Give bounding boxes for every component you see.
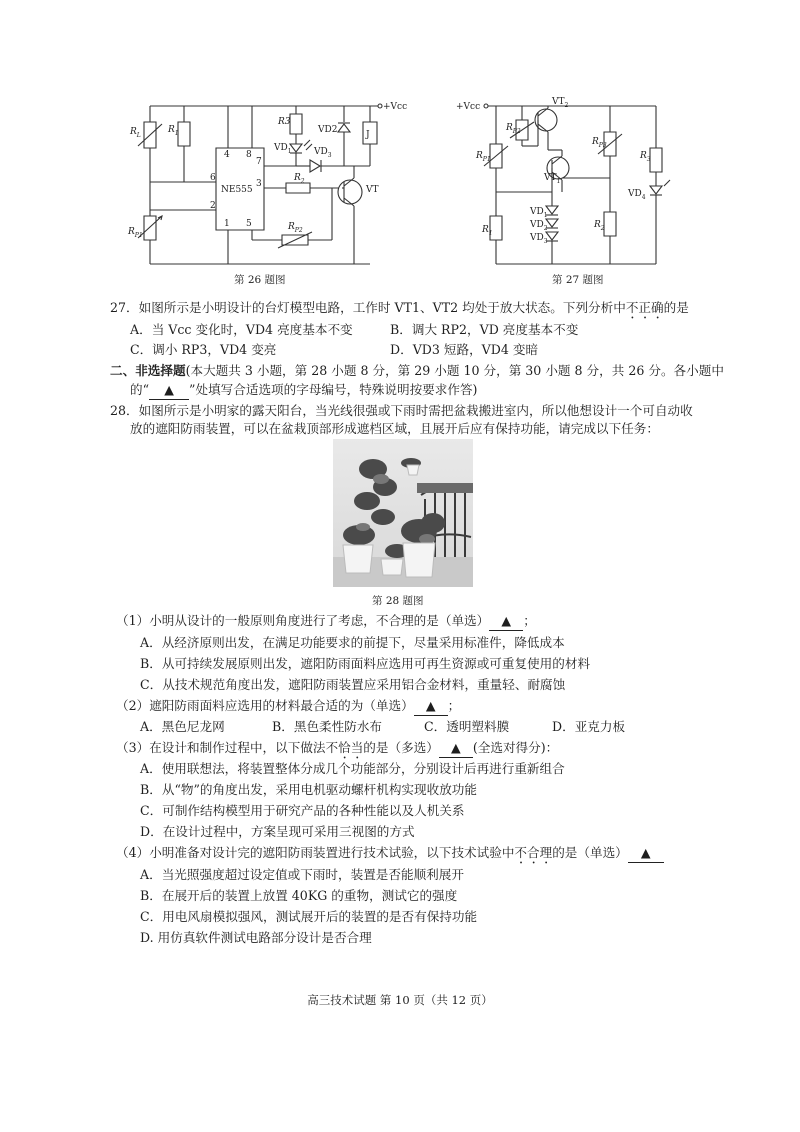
figure-26-caption: 第 26 题图 bbox=[234, 274, 286, 286]
label-rl: $R_L$ bbox=[130, 127, 141, 139]
q28-part3-answer-blank[interactable]: ▲ bbox=[439, 739, 473, 758]
figure-27-caption: 第 27 题图 bbox=[552, 274, 604, 286]
q28-part2-option-d: D．亚克力板 bbox=[552, 719, 626, 734]
q28-part1-option-c: C．从技术规范角度出发，遮阳防雨装置应采用铝合金材料，重量轻、耐腐蚀 bbox=[140, 677, 566, 692]
label-rp1-27: $R_{P1}$ bbox=[476, 151, 491, 163]
q28-part4-option-a: A．当光照强度超过设定值或下雨时，装置是否能顺利展开 bbox=[140, 867, 464, 882]
label-vd4: $VD_4$ bbox=[628, 189, 646, 201]
label-pin2: 2 bbox=[210, 201, 216, 211]
label-rp2-27: $R_{P2}$ bbox=[506, 123, 521, 135]
label-r3: R3 bbox=[278, 117, 291, 127]
q28-part1-stem: （1）小明从设计的一般原则角度进行了考虑，不合理的是（单选） ▲ ； bbox=[116, 612, 536, 631]
label-pin1: 1 bbox=[224, 219, 230, 229]
section-2-header: 二、非选择题(本大题共 3 小题，第 28 小题 8 分，第 29 小题 10 分，第 30 小题 8 分，共 26 分。各小题中 bbox=[110, 363, 724, 378]
label-rp2: $R_{P2}$ bbox=[288, 222, 303, 234]
label-pin6: 6 bbox=[210, 173, 216, 183]
label-r3-27: $R_3$ bbox=[640, 151, 651, 163]
label-vcc-27: +Vcc bbox=[456, 102, 481, 112]
label-r2: $R_2$ bbox=[294, 173, 305, 185]
q27-stem: 27．如图所示是小明设计的台灯模型电路，工作时 VT1、VT2 均处于放大状态。下列分析中不正确的是 bbox=[110, 300, 689, 315]
q28-part3-stem: （3）在设计和制作过程中，以下做法不恰当的是（多选） ▲ (全选对得分)： bbox=[116, 739, 558, 762]
figure-26-circuit bbox=[118, 92, 408, 272]
q28-stem-line1: 28．如图所示是小明家的露天阳台，当光线很强或下雨时需把盆栽搬进室内，所以他想设计一个可自动收 bbox=[110, 403, 693, 418]
label-rp1: $R_{P1}$ bbox=[128, 227, 143, 239]
label-rp3: $R_{P3}$ bbox=[592, 137, 607, 149]
section-2-line2: 的“ ▲ ”处填写合适选项的字母编号，特殊说明按要求作答) bbox=[130, 381, 477, 400]
label-r1: $R_1$ bbox=[168, 125, 179, 137]
q28-part1-answer-blank[interactable]: ▲ bbox=[489, 612, 523, 631]
label-pin4: 4 bbox=[224, 150, 230, 160]
figure-27-circuit bbox=[452, 92, 672, 272]
label-vd1-27: $VD_1$ bbox=[530, 207, 548, 219]
q27-option-b: B．调大 RP2，VD 亮度基本不变 bbox=[390, 322, 579, 337]
q28-part3-option-c: C．可制作结构模型用于研究产品的各种性能以及人机关系 bbox=[140, 803, 465, 818]
balcony-plants-photo bbox=[333, 439, 473, 587]
q27-option-d: D．VD3 短路，VD4 变暗 bbox=[390, 342, 539, 357]
q28-part2-stem: （2）遮阳防雨面料应选用的材料最合适的为（单选） ▲ ； bbox=[116, 697, 460, 716]
q28-part4-stem: （4）小明准备对设计完的遮阳防雨装置进行技术试验，以下技术试验中不合理的是（单选） ▲ bbox=[116, 844, 664, 867]
label-ne555: NE555 bbox=[221, 185, 253, 195]
q28-part2-option-b: B．黑色柔性防水布 bbox=[272, 719, 383, 734]
q28-part4-option-b: B．在展开后的装置上放置 40KG 的重物，测试它的强度 bbox=[140, 888, 458, 903]
label-r1-27: $R_1$ bbox=[482, 225, 493, 237]
q28-part4-option-d: D. 用仿真软件测试电路部分设计是否合理 bbox=[140, 930, 372, 945]
q28-part4-answer-blank[interactable]: ▲ bbox=[628, 844, 664, 863]
q28-part1-option-a: A．从经济原则出发，在满足功能要求的前提下，尽量采用标准件，降低成本 bbox=[140, 635, 565, 650]
label-pin3: 3 bbox=[256, 179, 262, 189]
label-vd3-27: $VD_3$ bbox=[530, 233, 548, 245]
label-j: J bbox=[366, 130, 370, 140]
label-vd2: VD2 bbox=[318, 125, 338, 135]
label-pin8: 8 bbox=[246, 150, 252, 160]
label-pin5: 5 bbox=[246, 219, 252, 229]
label-vd3: $VD_3$ bbox=[314, 147, 332, 159]
q28-part2-option-a: A．黑色尼龙网 bbox=[140, 719, 225, 734]
q27-option-a: A．当 Vcc 变化时，VD4 亮度基本不变 bbox=[130, 322, 353, 337]
q27-option-c: C．调小 RP3，VD4 变亮 bbox=[130, 342, 277, 357]
figure-28-caption: 第 28 题图 bbox=[372, 595, 424, 607]
q28-part4-option-c: C．用电风扇模拟强风，测试展开后的装置的是否有保持功能 bbox=[140, 909, 478, 924]
page-footer: 高三技术试题 第 10 页（共 12 页） bbox=[307, 993, 493, 1007]
label-vd1: $VD_1$ bbox=[274, 143, 292, 155]
q28-part1-option-b: B．从可持续发展原则出发，遮阳防雨面料应选用可再生资源或可重复使用的材料 bbox=[140, 656, 591, 671]
label-vd2-27: $VD_2$ bbox=[530, 220, 548, 232]
q28-part3-option-b: B．从“物”的角度出发，采用电机驱动螺杆机构实现收放功能 bbox=[140, 782, 477, 797]
label-vt2: $VT_2$ bbox=[552, 97, 569, 109]
label-pin7: 7 bbox=[256, 157, 262, 167]
label-vcc: +Vcc bbox=[383, 102, 408, 112]
q28-part3-option-a: A．使用联想法，将装置整体分成几个功能部分，分别设计后再进行重新组合 bbox=[140, 761, 565, 776]
label-vt: VT bbox=[366, 185, 379, 195]
q28-stem-line2: 放的遮阳防雨装置，可以在盆栽顶部形成遮档区域，且展开后应有保持功能，请完成以下任务： bbox=[130, 421, 659, 436]
label-vt1: $VT_1$ bbox=[544, 173, 561, 185]
label-r2-27: $R_2$ bbox=[594, 220, 605, 232]
q28-part3-option-d: D．在设计过程中，方案呈现可采用三视图的方式 bbox=[140, 824, 415, 839]
q28-part2-answer-blank[interactable]: ▲ bbox=[414, 697, 448, 716]
q28-part2-option-c: C．透明塑料膜 bbox=[424, 719, 510, 734]
